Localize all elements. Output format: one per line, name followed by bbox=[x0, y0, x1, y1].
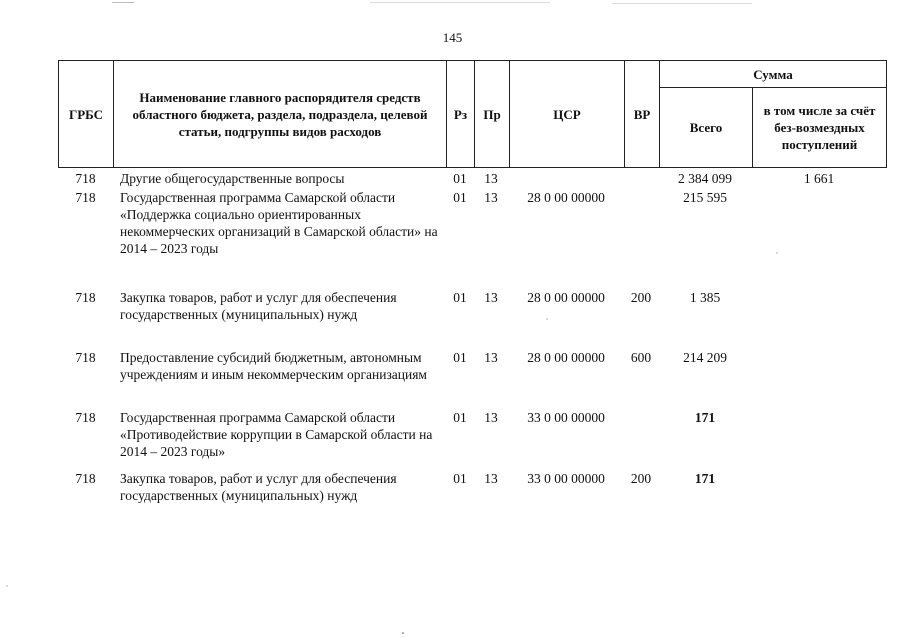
cell-name: Государственная программа Самарской области «Противодействие коррупции в Самарской области на 2014 – 2023 годы» bbox=[120, 410, 433, 459]
cell-total: 214 209 bbox=[683, 350, 727, 365]
cell-pr: 13 bbox=[484, 190, 498, 205]
scan-mark bbox=[612, 3, 752, 4]
scan-speck bbox=[402, 632, 404, 634]
cell-grbs: 718 bbox=[75, 171, 96, 186]
cell-rz: 01 bbox=[453, 190, 467, 205]
cell-rz: 01 bbox=[453, 410, 467, 425]
header-rz: Рз bbox=[447, 61, 475, 168]
cell-total: 215 595 bbox=[683, 190, 727, 205]
cell-free: 1 661 bbox=[803, 171, 835, 186]
cell-grbs: 718 bbox=[75, 471, 96, 486]
header-csr: ЦСР bbox=[510, 61, 625, 168]
cell-pr: 13 bbox=[484, 350, 498, 365]
scan-speck bbox=[6, 585, 8, 587]
cell-vr: 600 bbox=[630, 350, 652, 365]
table-header bbox=[58, 60, 887, 168]
cell-csr: 33 0 00 00000 bbox=[527, 410, 605, 425]
cell-rz: 01 bbox=[453, 171, 467, 186]
cell-pr: 13 bbox=[484, 471, 498, 486]
cell-grbs: 718 bbox=[75, 190, 96, 205]
cell-csr: 28 0 00 00000 bbox=[527, 190, 605, 205]
header-pr: Пр bbox=[475, 61, 510, 168]
header-free: в том числе за счёт без-возмездных поступлений bbox=[753, 88, 887, 168]
cell-pr: 13 bbox=[484, 290, 498, 305]
cell-pr: 13 bbox=[484, 410, 498, 425]
cell-rz: 01 bbox=[453, 350, 467, 365]
header-vr: ВР bbox=[625, 61, 660, 168]
cell-grbs: 718 bbox=[75, 290, 96, 305]
cell-total: 171 bbox=[694, 471, 716, 486]
cell-name: Другие общегосударственные вопросы bbox=[120, 171, 345, 186]
scan-mark bbox=[112, 2, 134, 3]
cell-total: 1 385 bbox=[689, 290, 721, 305]
scan-speck bbox=[546, 318, 548, 320]
header-name: Наименование главного распорядителя средств областного бюджета, раздела, подраздела, целевой статьи, подгруппы видов расходов bbox=[114, 61, 447, 168]
cell-name: Предоставление субсидий бюджетным, автономным учреждениям и иным некоммерческим организациям bbox=[120, 350, 427, 382]
cell-total: 2 384 099 bbox=[678, 171, 732, 186]
cell-csr: 28 0 00 00000 bbox=[527, 290, 605, 305]
cell-rz: 01 bbox=[453, 471, 467, 486]
header-sum: Сумма bbox=[660, 61, 887, 88]
cell-name: Государственная программа Самарской области «Поддержка социально ориентированных некоммерческих организаций в Самарской области» на 2014 – 2023 годы bbox=[120, 190, 438, 256]
scan-speck bbox=[776, 252, 778, 254]
scan-mark bbox=[370, 2, 550, 3]
header-grbs: ГРБС bbox=[59, 61, 114, 168]
cell-vr: 200 bbox=[630, 290, 652, 305]
cell-vr: 200 bbox=[630, 471, 652, 486]
cell-name: Закупка товаров, работ и услуг для обеспечения государственных (муниципальных) нужд bbox=[120, 290, 397, 322]
cell-csr: 33 0 00 00000 bbox=[527, 471, 605, 486]
cell-name: Закупка товаров, работ и услуг для обеспечения государственных (муниципальных) нужд bbox=[120, 471, 397, 503]
cell-total: 171 bbox=[694, 410, 716, 425]
cell-rz: 01 bbox=[453, 290, 467, 305]
page-number: 145 bbox=[442, 30, 463, 45]
header-total: Всего bbox=[660, 88, 753, 168]
cell-pr: 13 bbox=[484, 171, 498, 186]
cell-grbs: 718 bbox=[75, 410, 96, 425]
cell-grbs: 718 bbox=[75, 350, 96, 365]
cell-csr: 28 0 00 00000 bbox=[527, 350, 605, 365]
